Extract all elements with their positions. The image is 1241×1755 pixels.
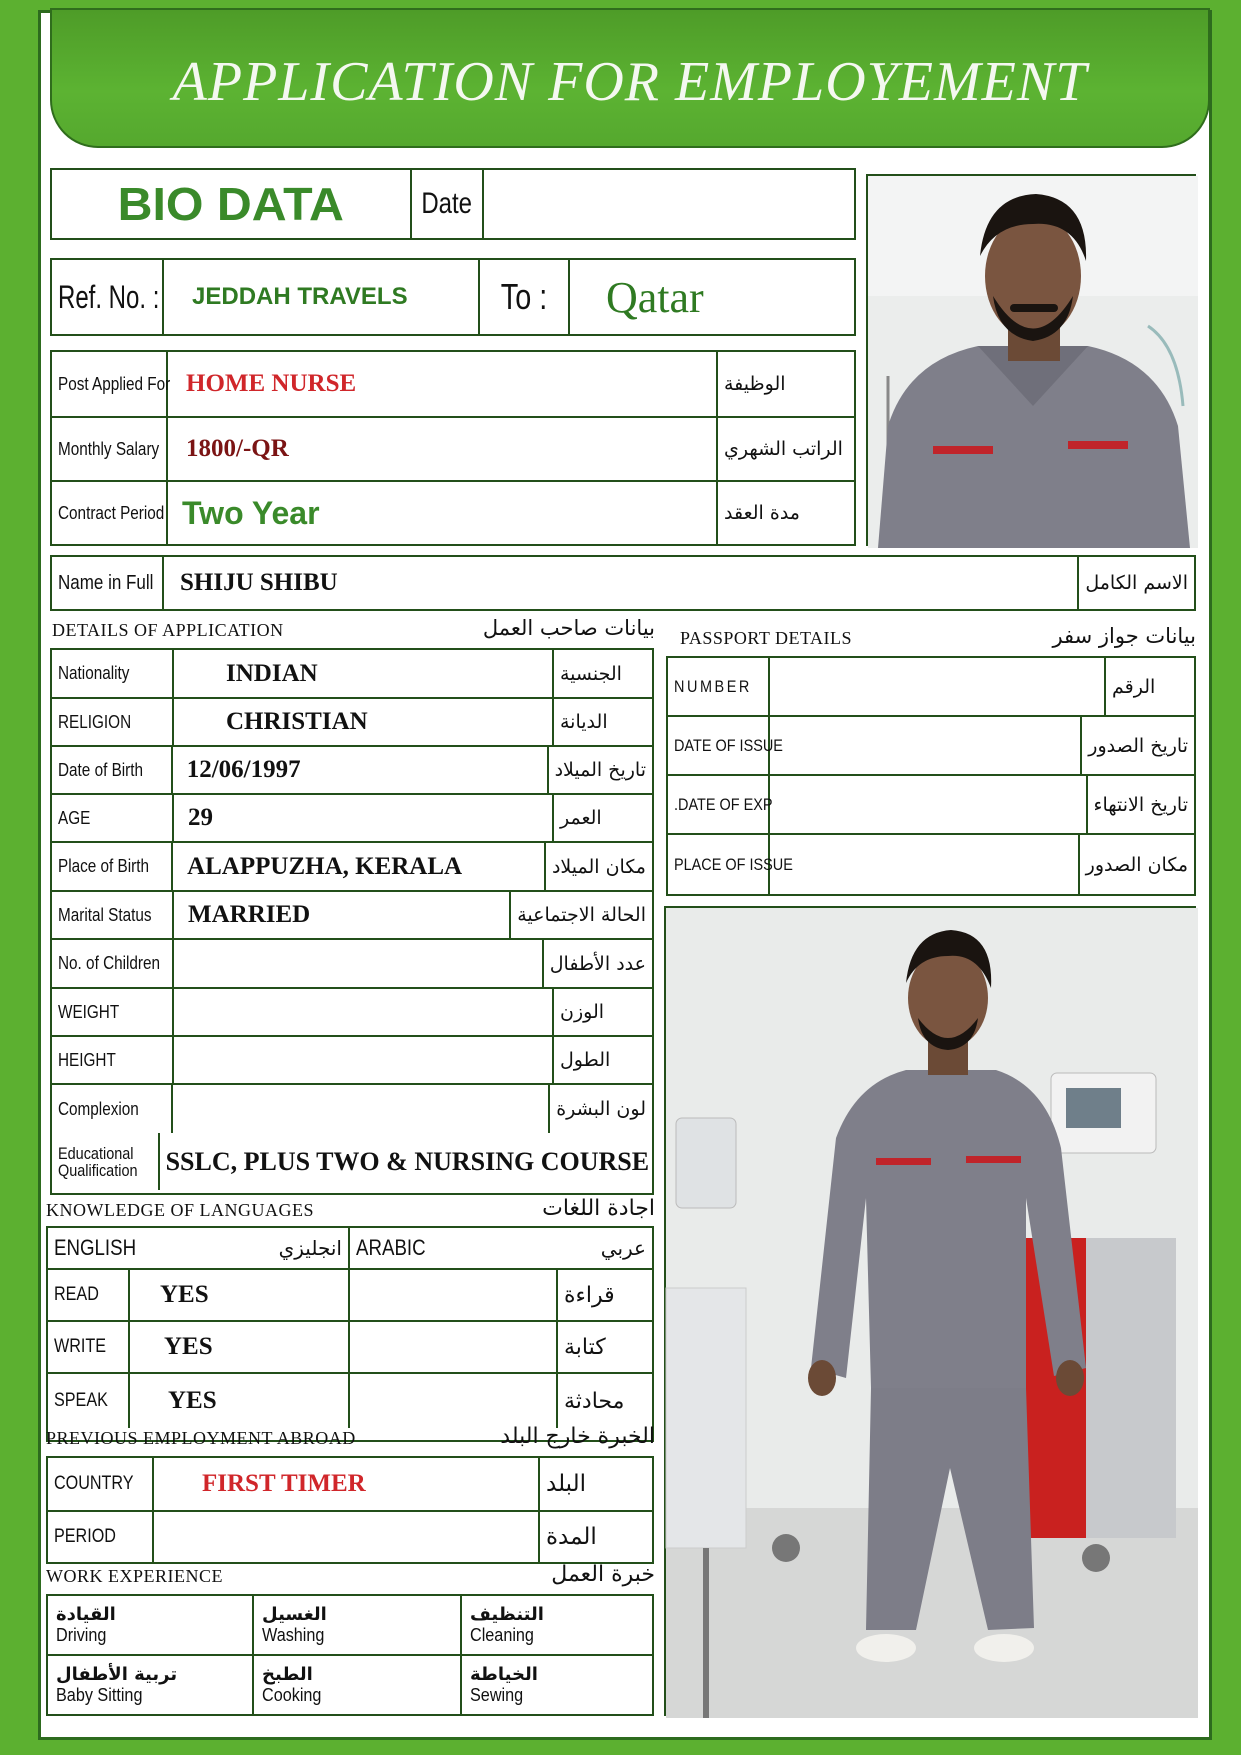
salary-value: 1800/-QR	[186, 435, 289, 462]
work-item: الطبخ Cooking	[254, 1656, 462, 1714]
language-row: SPEAK YES محادثة	[48, 1374, 652, 1428]
english-skill-field[interactable]: YES	[130, 1322, 350, 1372]
english-ar: انجليزي	[278, 1236, 342, 1260]
passport-row: NUMBER الرقم	[668, 658, 1194, 717]
details-value-field[interactable]: ALAPPUZHA, KERALA	[173, 843, 546, 890]
passport-row: .DATE OF EXP تاريخ الانتهاء	[668, 776, 1194, 835]
education-row: Educational Qualification SSLC, PLUS TWO & NURSING COURSE	[52, 1133, 652, 1190]
language-row: READ YES قراءة	[48, 1270, 652, 1322]
work-table	[46, 1594, 654, 1716]
previous-value-field[interactable]	[154, 1512, 540, 1562]
previous-row: COUNTRY FIRST TIMER البلد	[48, 1458, 652, 1512]
details-title-ar: بيانات صاحب العمل	[482, 616, 655, 640]
details-row: HEIGHT الطول	[52, 1037, 652, 1085]
contract-value: Two Year	[182, 494, 320, 531]
arabic-skill-field[interactable]	[350, 1374, 558, 1428]
title-banner	[50, 8, 1210, 148]
work-title-ar: خبرة العمل	[551, 1562, 655, 1587]
portrait-photo	[866, 174, 1196, 546]
details-value-field[interactable]: 29	[174, 795, 554, 841]
details-row: Place of Birth ALAPPUZHA, KERALA مكان الميلاد	[52, 843, 652, 892]
details-row: Nationality INDIAN الجنسية	[52, 650, 652, 699]
job-row-post: Post Applied For HOME NURSE الوظيفة	[52, 352, 854, 418]
details-row: AGE 29 العمر	[52, 795, 652, 843]
job-row-contract: Contract Period Two Year مدة العقد	[52, 482, 854, 544]
languages-title-ar: اجادة اللغات	[542, 1196, 655, 1221]
date-field[interactable]	[484, 170, 854, 238]
details-value-field[interactable]	[174, 940, 544, 987]
passport-title: PASSPORT DETAILS	[680, 628, 853, 648]
languages-title: KNOWLEDGE OF LANGUAGES	[46, 1200, 314, 1220]
arabic-label: ARABIC	[356, 1235, 426, 1260]
passport-value-field[interactable]	[770, 658, 1106, 715]
work-item: الغسيل Washing	[254, 1596, 462, 1656]
passport-row: PLACE OF ISSUE مكان الصدور	[668, 835, 1194, 894]
passport-value-field[interactable]	[770, 776, 1088, 833]
full-body-photo	[664, 906, 1196, 1716]
to-label: To :	[500, 276, 548, 317]
ref-row	[50, 258, 856, 336]
details-row: No. of Children عدد الأطفال	[52, 940, 652, 989]
details-value-field[interactable]: 12/06/1997	[173, 747, 549, 793]
passport-value-field[interactable]	[770, 717, 1082, 774]
details-title: DETAILS OF APPLICATION	[52, 620, 284, 640]
name-row	[50, 555, 1196, 611]
previous-title: PREVIOUS EMPLOYMENT ABROAD	[46, 1428, 356, 1448]
english-skill-field[interactable]: YES	[130, 1270, 350, 1320]
job-row-salary: Monthly Salary 1800/-QR الراتب الشهري	[52, 418, 854, 482]
to-value: Qatar	[606, 272, 704, 322]
page-title: APPLICATION FOR EMPLOYEMENT	[172, 51, 1088, 113]
name-value: SHIJU SHIBU	[180, 569, 338, 596]
bio-data-heading: BIO DATA	[117, 178, 345, 230]
details-row: WEIGHT الوزن	[52, 989, 652, 1037]
language-row: WRITE YES كتابة	[48, 1322, 652, 1374]
previous-title-ar: الخبرة خارج البلد	[500, 1424, 655, 1449]
arabic-ar: عربي	[600, 1236, 646, 1260]
details-value-field[interactable]: CHRISTIAN	[174, 699, 554, 745]
details-value-field[interactable]	[174, 989, 554, 1035]
work-title: WORK EXPERIENCE	[46, 1566, 223, 1586]
passport-row: DATE OF ISSUE تاريخ الصدور	[668, 717, 1194, 776]
arabic-skill-field[interactable]	[350, 1322, 558, 1372]
languages-header-row	[48, 1228, 652, 1270]
arabic-skill-field[interactable]	[350, 1270, 558, 1320]
details-value-field[interactable]: MARRIED	[174, 892, 511, 938]
details-row: Complexion لون البشرة	[52, 1085, 652, 1133]
job-table	[50, 350, 856, 546]
english-label: ENGLISH	[54, 1235, 137, 1260]
portrait-image	[868, 176, 1198, 548]
education-value: SSLC, PLUS TWO & NURSING COURSE	[165, 1146, 650, 1176]
date-label: Date	[421, 187, 473, 220]
languages-table	[46, 1226, 654, 1442]
details-value-field[interactable]: INDIAN	[174, 650, 554, 697]
details-row: Marital Status MARRIED الحالة الاجتماعية	[52, 892, 652, 940]
passport-title-ar: بيانات جواز سفر	[1052, 624, 1196, 648]
bio-data-row	[50, 168, 856, 240]
work-item: القيادة Driving	[48, 1596, 254, 1656]
name-ar: الاسم الكامل	[1085, 572, 1188, 594]
previous-value-field[interactable]: FIRST TIMER	[154, 1458, 540, 1510]
details-table	[50, 648, 654, 1195]
work-item: الخياطة Sewing	[470, 1664, 538, 1705]
details-value-field[interactable]	[173, 1085, 550, 1133]
ref-label: Ref. No. :	[58, 278, 160, 315]
details-row: Date of Birth 12/06/1997 تاريخ الميلاد	[52, 747, 652, 795]
ref-value: JEDDAH TRAVELS	[192, 283, 408, 310]
details-row: RELIGION CHRISTIAN الديانة	[52, 699, 652, 747]
previous-row: PERIOD المدة	[48, 1512, 652, 1562]
previous-table	[46, 1456, 654, 1564]
passport-value-field[interactable]	[770, 835, 1080, 894]
work-item: التنظيف Cleaning	[462, 1596, 652, 1656]
details-value-field[interactable]	[174, 1037, 554, 1083]
full-body-image	[666, 908, 1198, 1718]
name-label: Name in Full	[58, 571, 154, 594]
post-value: HOME NURSE	[186, 370, 357, 397]
english-skill-field[interactable]: YES	[130, 1374, 350, 1428]
passport-table	[666, 656, 1196, 896]
work-item: تربية الأطفال Baby Sitting	[48, 1656, 254, 1714]
